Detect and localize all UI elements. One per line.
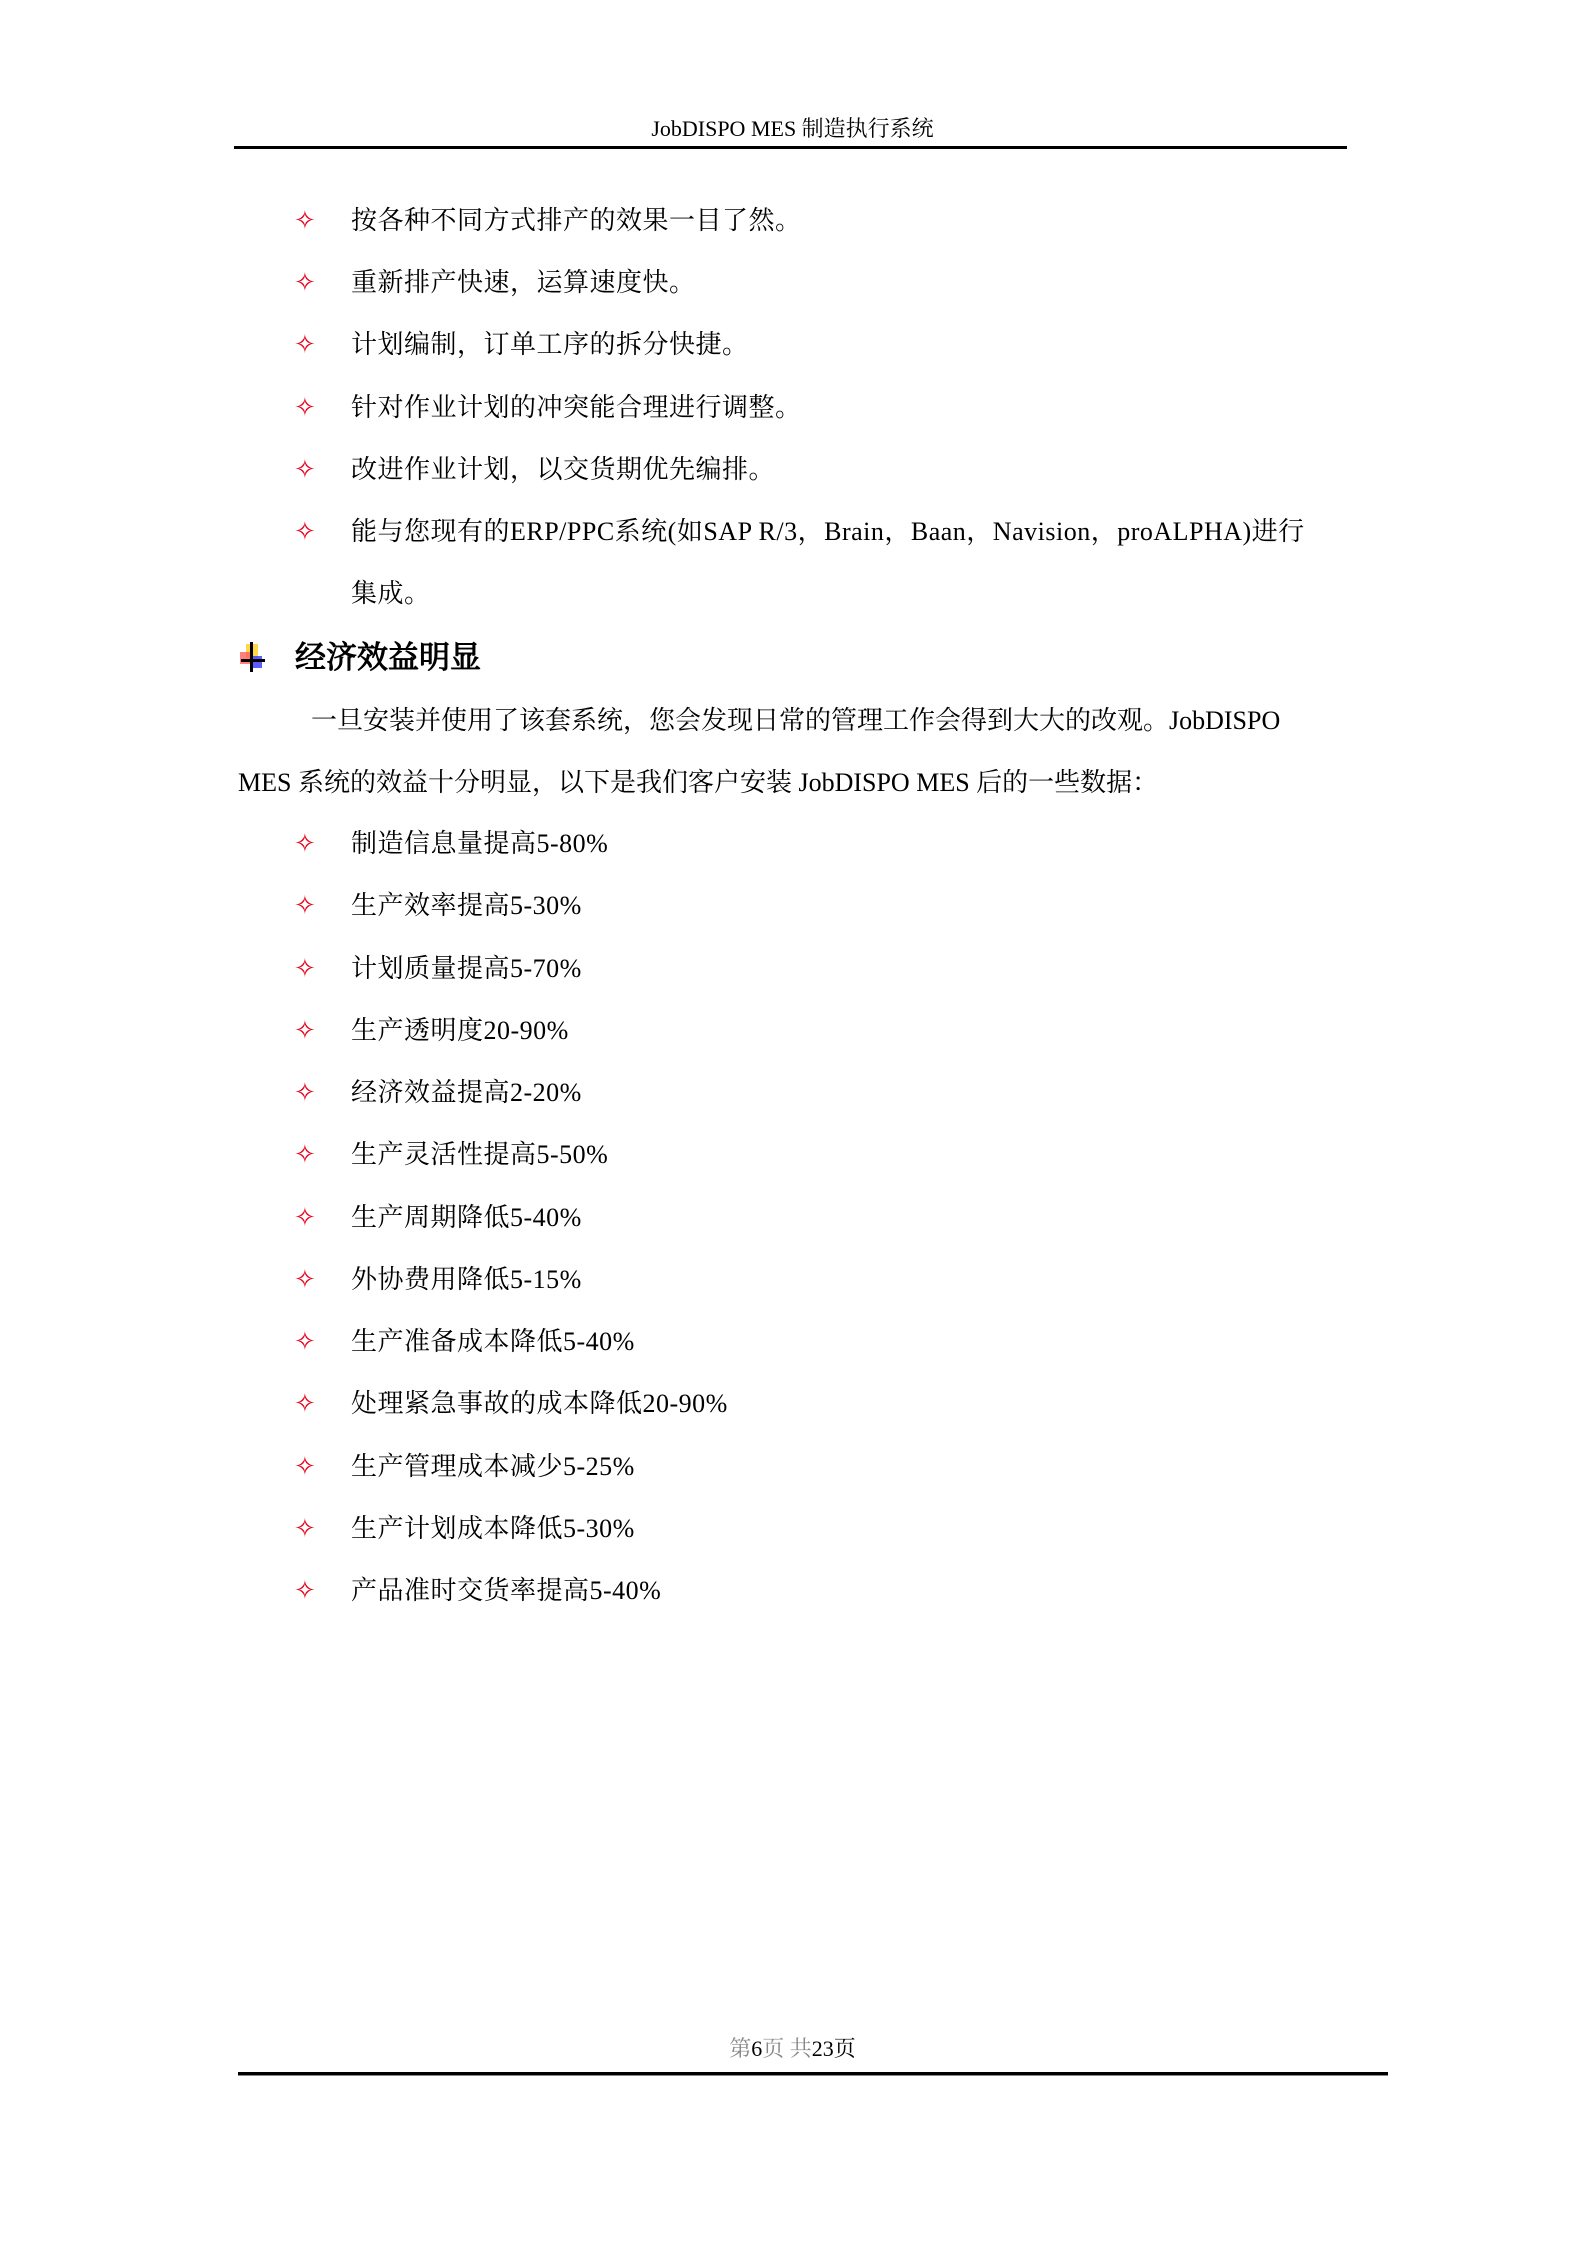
diamond-bullet-icon: ✧ <box>294 330 316 360</box>
diamond-bullet-icon: ✧ <box>294 206 316 235</box>
diamond-bullet-icon: ✧ <box>294 1140 316 1170</box>
diamond-bullet-icon: ✧ <box>294 1202 316 1232</box>
list-item-text: 外协费用降低5-15% <box>351 1264 582 1294</box>
diamond-bullet-icon: ✧ <box>294 891 316 921</box>
list-item-text: 能与您现有的ERP/PPC系统(如SAP R/3，Brain，Baan，Navision，proALPHA)进行 <box>351 517 1305 546</box>
page-number: 第6页 共23页 <box>729 2036 856 2061</box>
diamond-bullet-icon: ✧ <box>294 1015 316 1045</box>
diamond-bullet-icon: ✧ <box>294 1327 316 1356</box>
list-item-text: 计划编制，订单工序的拆分快捷。 <box>351 330 749 360</box>
list-item-text: 经济效益提高2-20% <box>351 1078 582 1107</box>
list-item-text: 计划质量提高5-70% <box>351 953 582 983</box>
list-item-text: 生产管理成本减少5-25% <box>351 1451 635 1481</box>
list-item-text: 生产周期降低5-40% <box>351 1202 582 1232</box>
list-item-text: 生产准备成本降低5-40% <box>351 1327 635 1356</box>
paragraph-line-2: MES 系统的效益十分明显，以下是我们客户安装 JobDISPO MES 后的一些数据： <box>238 768 1159 797</box>
header-divider <box>234 146 1347 149</box>
list-item-text: 生产计划成本降低5-30% <box>351 1513 635 1543</box>
colored-plus-bullet-icon <box>238 642 268 672</box>
diamond-bullet-icon: ✧ <box>294 1264 316 1294</box>
diamond-bullet-icon: ✧ <box>294 1576 316 1605</box>
diamond-bullet-icon: ✧ <box>294 268 316 298</box>
list-item-text: 针对作业计划的冲突能合理进行调整。 <box>351 392 802 422</box>
diamond-bullet-icon: ✧ <box>294 392 316 422</box>
list-item-text: 生产效率提高5-30% <box>351 891 582 921</box>
footer-divider <box>238 2072 1388 2076</box>
list-item-text: 重新排产快速，运算速度快。 <box>351 268 696 298</box>
list-item-text: 制造信息量提高5-80% <box>351 829 609 858</box>
list-item-text: 按各种不同方式排产的效果一目了然。 <box>351 206 802 235</box>
diamond-bullet-icon: ✧ <box>294 517 316 546</box>
diamond-bullet-icon: ✧ <box>294 1513 316 1543</box>
list-item-text: 改进作业计划，以交货期优先编排。 <box>351 454 776 484</box>
diamond-bullet-icon: ✧ <box>294 1451 316 1481</box>
list-item-text: 产品准时交货率提高5-40% <box>351 1576 662 1605</box>
list-item-text: 生产灵活性提高5-50% <box>351 1140 609 1170</box>
page-header-title: JobDISPO MES 制造执行系统 <box>651 116 934 141</box>
diamond-bullet-icon: ✧ <box>294 454 316 484</box>
diamond-bullet-icon: ✧ <box>294 1389 316 1419</box>
list-item-text: 生产透明度20-90% <box>351 1015 569 1045</box>
diamond-bullet-icon: ✧ <box>294 953 316 983</box>
diamond-bullet-icon: ✧ <box>294 829 316 858</box>
paragraph-line-1: 一旦安装并使用了该套系统，您会发现日常的管理工作会得到大大的改观。JobDISPO <box>311 706 1281 735</box>
list-item-text: 处理紧急事故的成本降低20-90% <box>351 1389 728 1419</box>
diamond-bullet-icon: ✧ <box>294 1078 316 1107</box>
